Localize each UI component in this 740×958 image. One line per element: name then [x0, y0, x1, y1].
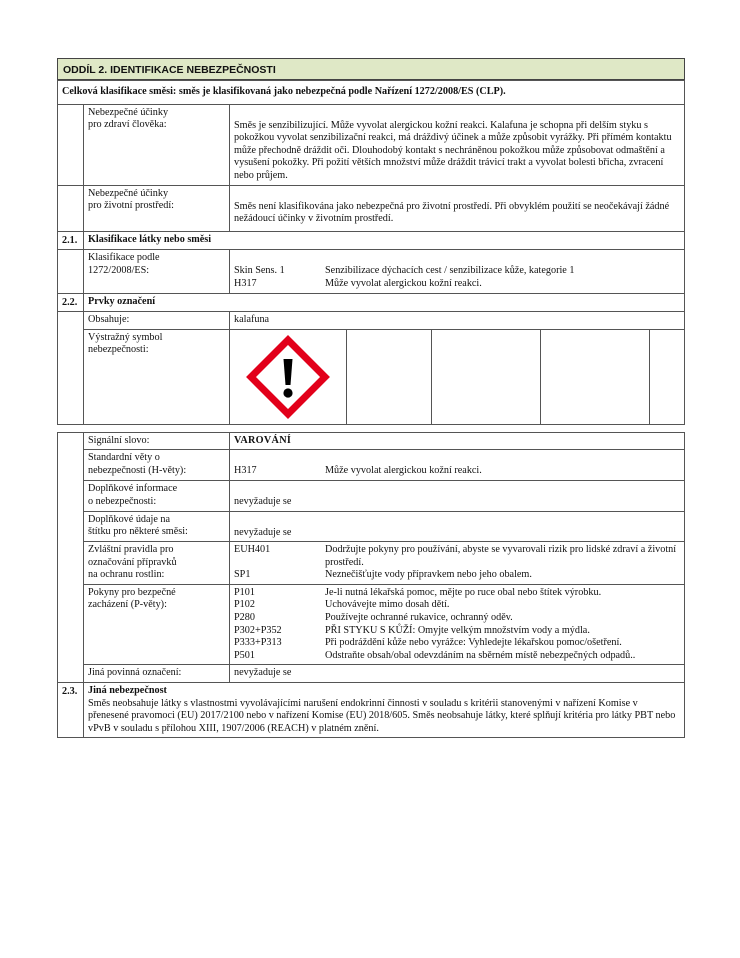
code: P280	[234, 612, 255, 624]
health-label: Nebezpečné účinky pro zdraví člověka:	[84, 104, 230, 185]
h-statements-row	[58, 450, 685, 481]
sds-section-2	[57, 58, 685, 738]
spacer	[58, 424, 685, 432]
hazard-table	[57, 80, 685, 738]
pictogram-box-empty	[347, 330, 432, 424]
p-statements-row	[58, 584, 685, 665]
section-title: ODDÍL 2. IDENTIFIKACE NEBEZPEČNOSTI	[57, 58, 685, 80]
code: P501	[234, 649, 255, 661]
pictogram-box-empty	[432, 330, 541, 424]
pictogram-box-empty	[650, 330, 684, 424]
s21-number: 2.1.	[58, 231, 84, 250]
s21-label: Klasifikace podle 1272/2008/ES:	[84, 250, 230, 293]
supp-label: Doplňkové informace o nebezpečnosti:	[84, 480, 230, 511]
code-text: Při podráždění kůže nebo vyrážce: Vyhledejte lékařskou pomoc/ošetření.	[325, 637, 622, 649]
environment-label: Nebezpečné účinky pro životní prostředí:	[84, 185, 230, 231]
code: P101	[234, 586, 255, 598]
overall-classification: Celková klasifikace směsi: směs je klasifikovaná jako nebezpečná podle Nařízení 1272/2008/ES (CLP).	[58, 81, 685, 105]
signal-row	[58, 432, 685, 450]
signal-word: VAROVÁNÍ	[230, 432, 685, 450]
code: SP1	[234, 569, 251, 581]
code-text: Senzibilizace dýchacích cest / senzibilizace kůže, kategorie 1	[325, 265, 575, 277]
s23-title: Jiná nebezpečnost	[88, 685, 167, 697]
s21-classification-row	[58, 250, 685, 293]
code-text: Může vyvolat alergickou kožní reakci.	[325, 465, 482, 477]
code: H317	[234, 277, 257, 289]
symbol-cell	[230, 329, 685, 424]
code-text: Dodržujte pokyny pro používání, abyste se vyvarovali rizik pro lidské zdraví a životní prostředí.	[325, 544, 677, 568]
supplementary-row	[58, 480, 685, 511]
p-label: Pokyny pro bezpečné zacházení (P-věty):	[84, 584, 230, 665]
health-text: Směs je senzibilizující. Může vyvolat alergickou kožní reakci. Kalafuna je schopna při delším styku s pokožkou vyvolat senzibilizační reakci, má dráždivý účinek a může způsobit vyrážky. Při přímém kontaktu může přechodně dráždit oči. Dlouhodobý kontakt s nechráněnou pokožkou může způsobovat odmaštění a vysušení pokožky. Při požití větších množství může dráždit trávicí trakt a vyvolat bolesti břicha, zvracení nebo průjem.	[230, 104, 685, 185]
h-codes	[230, 450, 685, 481]
s22-number: 2.2.	[58, 293, 84, 312]
empty-cell	[58, 432, 84, 682]
s23-content	[84, 683, 685, 738]
code-text: Neznečišťujte vody přípravkem nebo jeho obalem.	[325, 569, 532, 581]
code: EUH401	[234, 544, 271, 556]
special-rules-row	[58, 542, 685, 585]
supp-value: nevyžaduje se	[230, 480, 685, 511]
other-value: nevyžaduje se	[230, 665, 685, 683]
health-row	[58, 104, 685, 185]
pictogram-box	[230, 330, 347, 424]
code: P102	[234, 599, 255, 611]
code-text: Může vyvolat alergickou kožní reakci.	[325, 277, 482, 289]
code: P333+P313	[234, 637, 282, 649]
pictogram-box-empty	[541, 330, 650, 424]
empty-cell	[58, 185, 84, 231]
empty-cell	[58, 104, 84, 185]
contains-label: Obsahuje:	[84, 312, 230, 330]
code-text: Používejte ochranné rukavice, ochranný oděv.	[325, 612, 513, 624]
code-text: Uchovávejte mimo dosah dětí.	[325, 599, 450, 611]
s23-text: Směs neobsahuje látky s vlastnostmi vyvolávajícími narušení endokrinní činnosti v souladu s kritérii stanovenými v nařízení Komise v přenesené pravomoci (EU) 2017/2100 nebo v nařízení Komise (EU) 2018/605. Směs neobsahuje látky, které splňují kritéria pro látky PBT nebo vPvB v souladu s přílohou XIII, 1907/2006 (REACH) v platném znění.	[88, 697, 676, 734]
p-codes	[230, 584, 685, 665]
other-label: Jiná povinná označení:	[84, 665, 230, 683]
environment-text: Směs není klasifikována jako nebezpečná pro životní prostředí. Při obvyklém použití se neočekávají žádné nežádoucí účinky v životním prostředí.	[230, 185, 685, 231]
s23-row	[58, 683, 685, 738]
environment-row	[58, 185, 685, 231]
code-text: PŘI STYKU S KŮŽÍ: Omyjte velkým množstvím vody a mýdla.	[325, 624, 590, 636]
ghs07-exclamation-mark-icon	[246, 335, 330, 419]
symbol-row	[58, 329, 685, 424]
signal-label: Signální slovo:	[84, 432, 230, 450]
label-value: nevyžaduje se	[230, 511, 685, 542]
overall-row	[58, 81, 685, 105]
s21-header-row	[58, 231, 685, 250]
s21-codes	[230, 250, 685, 293]
empty-cell	[58, 250, 84, 293]
special-codes	[230, 542, 685, 585]
s23-number: 2.3.	[58, 683, 84, 738]
other-markings-row	[58, 665, 685, 683]
contains-row	[58, 312, 685, 330]
contains-value: kalafuna	[230, 312, 685, 330]
label-row	[58, 511, 685, 542]
special-label: Zvláštní pravidla pro označování přípravků na ochranu rostlin:	[84, 542, 230, 585]
code-text: Je-li nutná lékařská pomoc, mějte po ruce obal nebo štítek výrobku.	[325, 586, 602, 598]
code: P302+P352	[234, 624, 282, 636]
code-text: Odstraňte obsah/obal odevzdáním na sběrném místě nebezpečných odpadů..	[325, 649, 636, 661]
label-label: Doplňkové údaje na štítku pro některé směsi:	[84, 511, 230, 542]
s22-title: Prvky označení	[84, 293, 685, 312]
symbol-label: Výstražný symbol nebezpečnosti:	[84, 329, 230, 424]
code: Skin Sens. 1	[234, 265, 285, 277]
spacer-row	[58, 424, 685, 432]
code: H317	[234, 465, 257, 477]
s22-header-row	[58, 293, 685, 312]
empty-cell	[58, 312, 84, 425]
s21-title: Klasifikace látky nebo směsi	[84, 231, 685, 250]
h-label: Standardní věty o nebezpečnosti (H-věty):	[84, 450, 230, 481]
